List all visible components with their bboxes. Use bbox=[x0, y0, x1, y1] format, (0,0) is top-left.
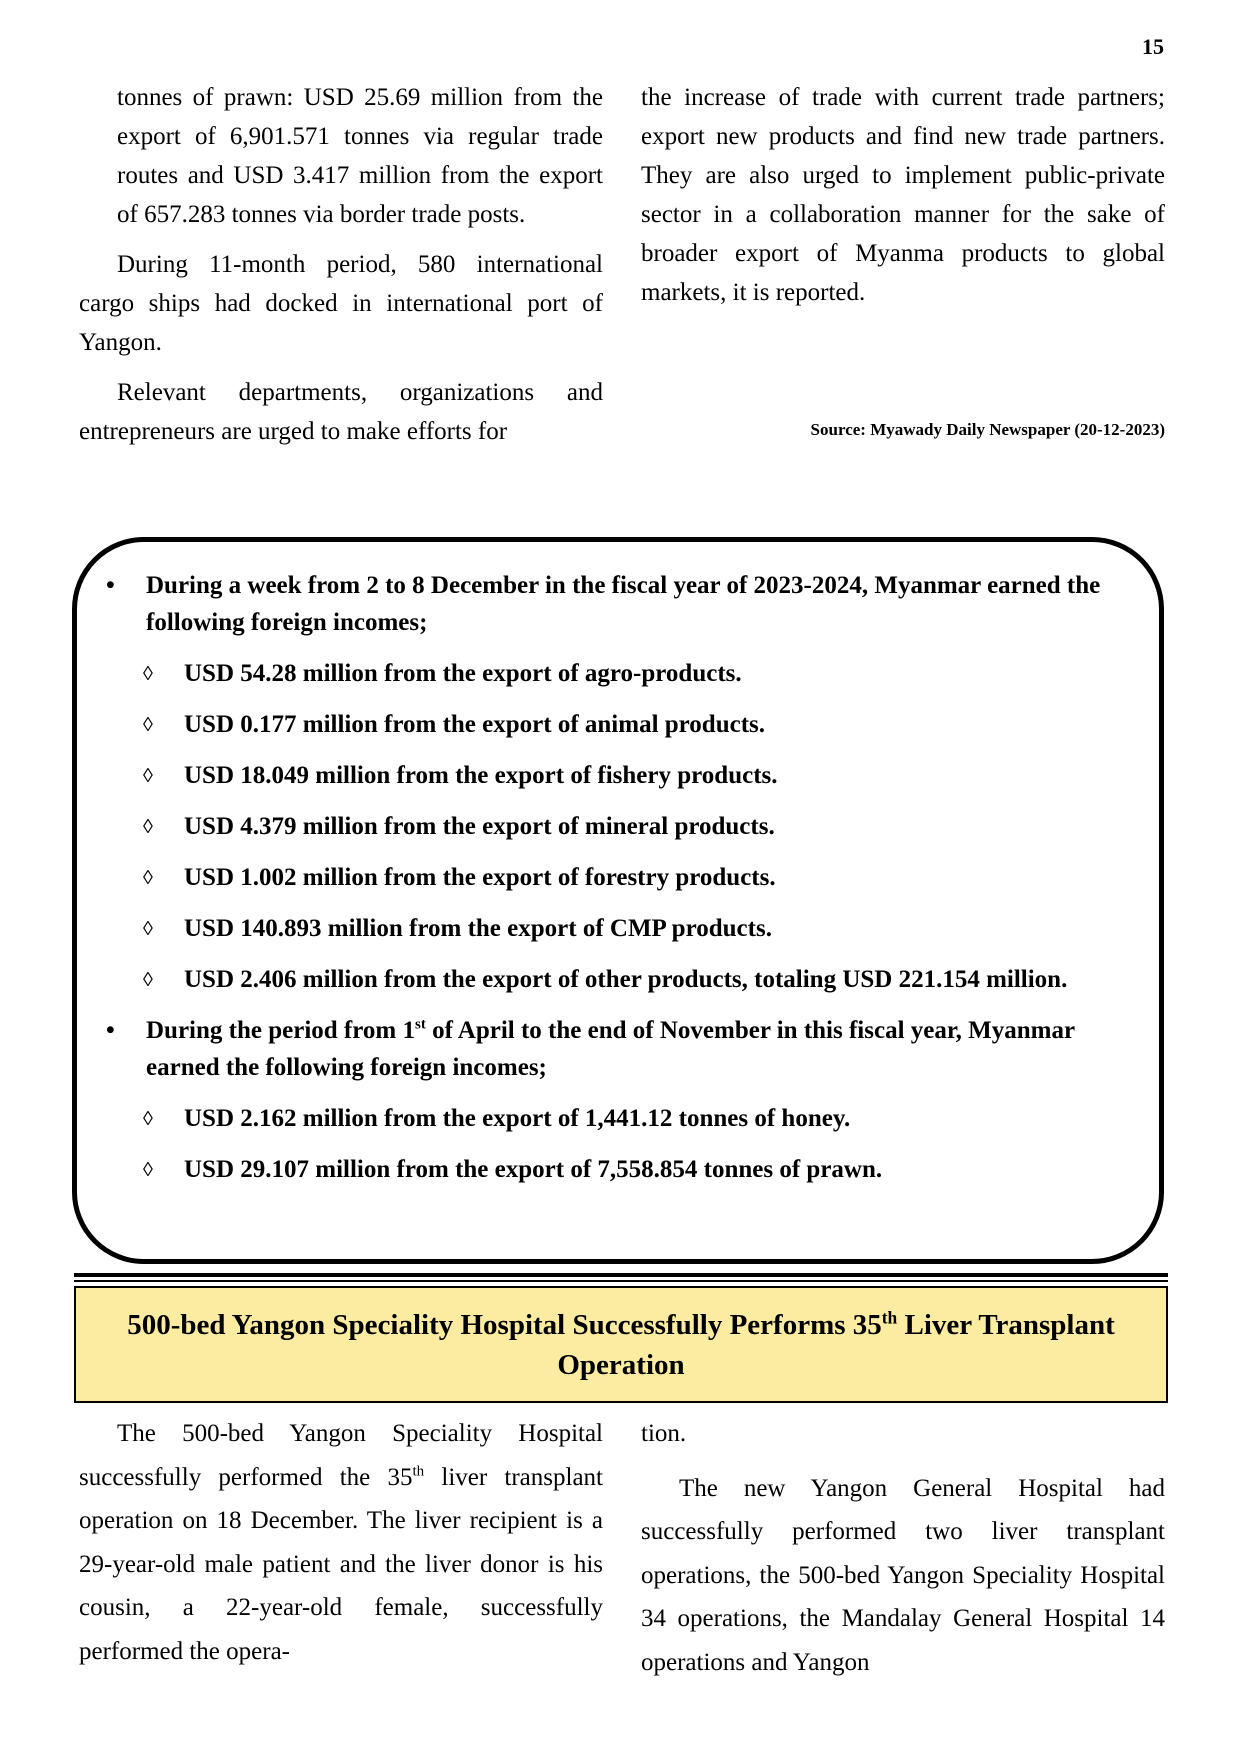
top-right-column bbox=[641, 78, 1165, 323]
paragraph: the increase of trade with current trade partners; export new products and find new trade partners. They are also urged to implement public-private sector in a collaboration manner for the sake of broader export of Myanma products to global markets, it is reported. bbox=[641, 84, 1165, 306]
diamond-icon: ◊ bbox=[143, 663, 153, 685]
paragraph: tion. bbox=[641, 1420, 687, 1447]
sub-item-text: USD 18.049 million from the export of fishery products. bbox=[184, 762, 778, 789]
sub-item-text: USD 0.177 million from the export of animal products. bbox=[184, 711, 766, 738]
sub-item-text: USD 140.893 million from the export of CMP products. bbox=[184, 915, 772, 942]
page-number: 15 bbox=[1142, 34, 1164, 59]
sub-item bbox=[72, 1151, 1132, 1188]
bullet-icon: • bbox=[106, 572, 115, 599]
sub-item bbox=[72, 961, 1132, 998]
sub-item bbox=[72, 910, 1132, 947]
sub-item bbox=[72, 859, 1132, 896]
paragraph: During 11-month period, 580 international cargo ships had docked in international port of Yangon. bbox=[79, 251, 603, 356]
paragraph: tonnes of prawn: USD 25.69 million from the export of 6,901.571 tonnes via regular trade routes and USD 3.417 million from the export of 657.283 tonnes via border trade posts. bbox=[117, 84, 603, 228]
sub-item bbox=[72, 757, 1132, 794]
paragraph: Relevant departments, organizations and entrepreneurs are urged to make efforts for bbox=[79, 379, 603, 445]
paragraph: The 500-bed Yangon Speciality Hospital successfully performed the 35th liver transplant operation on 18 December. The liver recipient is a 29-year-old male patient and the liver donor is his cousin, a 22-year-old female, successfully performed the opera- bbox=[79, 1420, 603, 1665]
heading-text: 500-bed Yangon Speciality Hospital Successfully Performs 35th Liver Transplant Operation bbox=[127, 1306, 1115, 1381]
bottom-left-column bbox=[79, 1412, 603, 1684]
top-left-column bbox=[79, 78, 603, 462]
sub-item-text: USD 4.379 million from the export of mineral products. bbox=[184, 813, 775, 840]
diamond-icon: ◊ bbox=[143, 867, 153, 889]
sub-item bbox=[72, 1100, 1132, 1137]
bullet-item bbox=[72, 1012, 1132, 1086]
diamond-icon: ◊ bbox=[143, 765, 153, 787]
diamond-icon: ◊ bbox=[143, 1108, 153, 1130]
divider bbox=[74, 1273, 1168, 1277]
diamond-icon: ◊ bbox=[143, 714, 153, 736]
sub-item bbox=[72, 808, 1132, 845]
sub-item-text: USD 1.002 million from the export of forestry products. bbox=[184, 864, 776, 891]
sub-item-text: USD 29.107 million from the export of 7,558.854 tonnes of prawn. bbox=[184, 1156, 883, 1183]
sub-item-text: USD 2.162 million from the export of 1,441.12 tonnes of honey. bbox=[184, 1105, 851, 1132]
bottom-right-column bbox=[641, 1412, 1165, 1695]
diamond-icon: ◊ bbox=[143, 1159, 153, 1181]
sub-item-text: USD 54.28 million from the export of agro-products. bbox=[184, 660, 742, 687]
diamond-icon: ◊ bbox=[143, 816, 153, 838]
bullet-icon: • bbox=[106, 1017, 115, 1044]
source-citation: Source: Myawady Daily Newspaper (20-12-2023) bbox=[810, 420, 1165, 439]
paragraph: The new Yangon General Hospital had successfully performed two liver transplant operations, the 500-bed Yangon Speciality Hospital 34 operations, the Mandalay General Hospital 14 operations and Yangon bbox=[641, 1474, 1165, 1676]
sub-item-text: USD 2.406 million from the export of other products, totaling USD 221.154 million. bbox=[184, 966, 1068, 993]
sub-item bbox=[72, 706, 1132, 743]
diamond-icon: ◊ bbox=[143, 918, 153, 940]
bullet-text: During a week from 2 to 8 December in the fiscal year of 2023-2024, Myanmar earned the following foreign incomes; bbox=[146, 572, 1101, 636]
article-heading bbox=[74, 1286, 1168, 1403]
bullet-text: During the period from 1st of April to the end of November in this fiscal year, Myanmar earned the following foreign incomes; bbox=[146, 1016, 1075, 1081]
highlight-box-content bbox=[72, 567, 1132, 1202]
bullet-item bbox=[72, 567, 1132, 641]
divider bbox=[74, 1280, 1168, 1282]
sub-item bbox=[72, 655, 1132, 692]
diamond-icon: ◊ bbox=[143, 969, 153, 991]
